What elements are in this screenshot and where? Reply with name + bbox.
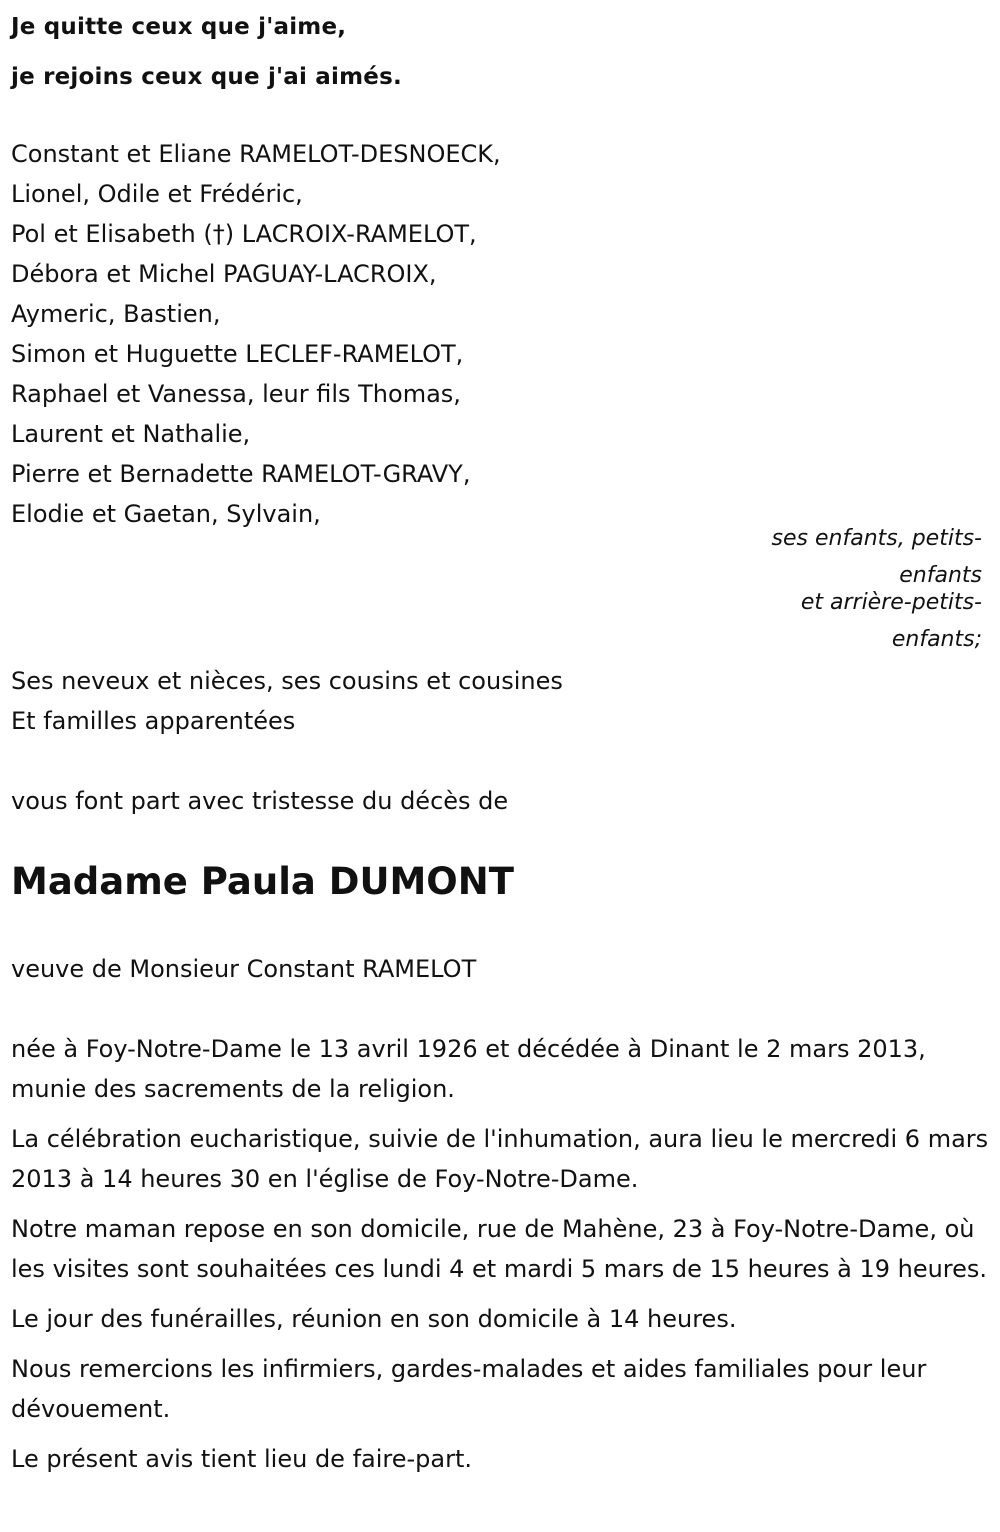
family-member: Constant et Eliane RAMELOT-DESNOECK, <box>11 140 501 168</box>
family-member: Raphael et Vanessa, leur fils Thomas, <box>11 380 461 408</box>
funeral-day-paragraph: Le jour des funérailles, réunion en son domicile à 14 heures. <box>11 1305 737 1333</box>
epitaph <box>11 2 402 102</box>
widow-of: veuve de Monsieur Constant RAMELOT <box>11 955 477 983</box>
relation-line: enfants; <box>891 627 982 652</box>
extended-family <box>11 661 563 741</box>
relation-line: et arrière-petits- <box>800 590 982 615</box>
epitaph-line-2: je rejoins ceux que j'ai aimés. <box>11 64 402 90</box>
family-member: Pol et Elisabeth (†) LACROIX-RAMELOT, <box>11 220 477 248</box>
birth-death-paragraph: née à Foy-Notre-Dame le 13 avril 1926 et décédée à Dinant le 2 mars 2013, munie des sacrements de la religion. <box>11 1035 926 1103</box>
family-member: Débora et Michel PAGUAY-LACROIX, <box>11 260 437 288</box>
ceremony-paragraph: La célébration eucharistique, suivie de l'inhumation, aura lieu le mercredi 6 mars 2013 à 14 heures 30 en l'église de Foy-Notre-Dame. <box>11 1125 989 1193</box>
family-member: Pierre et Bernadette RAMELOT-GRAVY, <box>11 460 471 488</box>
details <box>11 1029 996 1489</box>
relation-line: enfants <box>899 563 982 588</box>
visits-paragraph: Notre maman repose en son domicile, rue de Mahène, 23 à Foy-Notre-Dame, où les visites sont souhaitées ces lundi 4 et mardi 5 mars de 15 heures à 19 heures. <box>11 1215 988 1283</box>
thanks-paragraph: Nous remercions les infirmiers, gardes-malades et aides familiales pour leur dévouement. <box>11 1355 927 1423</box>
extended-family-line: Ses neveux et nièces, ses cousins et cousines <box>11 667 563 695</box>
notice-paragraph: Le présent avis tient lieu de faire-part. <box>11 1445 473 1473</box>
epitaph-line-1: Je quitte ceux que j'aime, <box>11 14 347 40</box>
extended-family-line: Et familles apparentées <box>11 707 296 735</box>
deceased-name: Madame Paula DUMONT <box>11 860 514 903</box>
family-member: Laurent et Nathalie, <box>11 420 251 448</box>
family-member: Simon et Huguette LECLEF-RAMELOT, <box>11 340 464 368</box>
family-member: Aymeric, Bastien, <box>11 300 221 328</box>
relation-line: ses enfants, petits- <box>771 526 982 551</box>
family-list <box>11 134 501 534</box>
family-member: Elodie et Gaetan, Sylvain, <box>11 500 321 528</box>
family-member: Lionel, Odile et Frédéric, <box>11 180 303 208</box>
announcement: vous font part avec tristesse du décès de <box>11 787 509 815</box>
relation-great-grandchildren <box>682 583 982 659</box>
